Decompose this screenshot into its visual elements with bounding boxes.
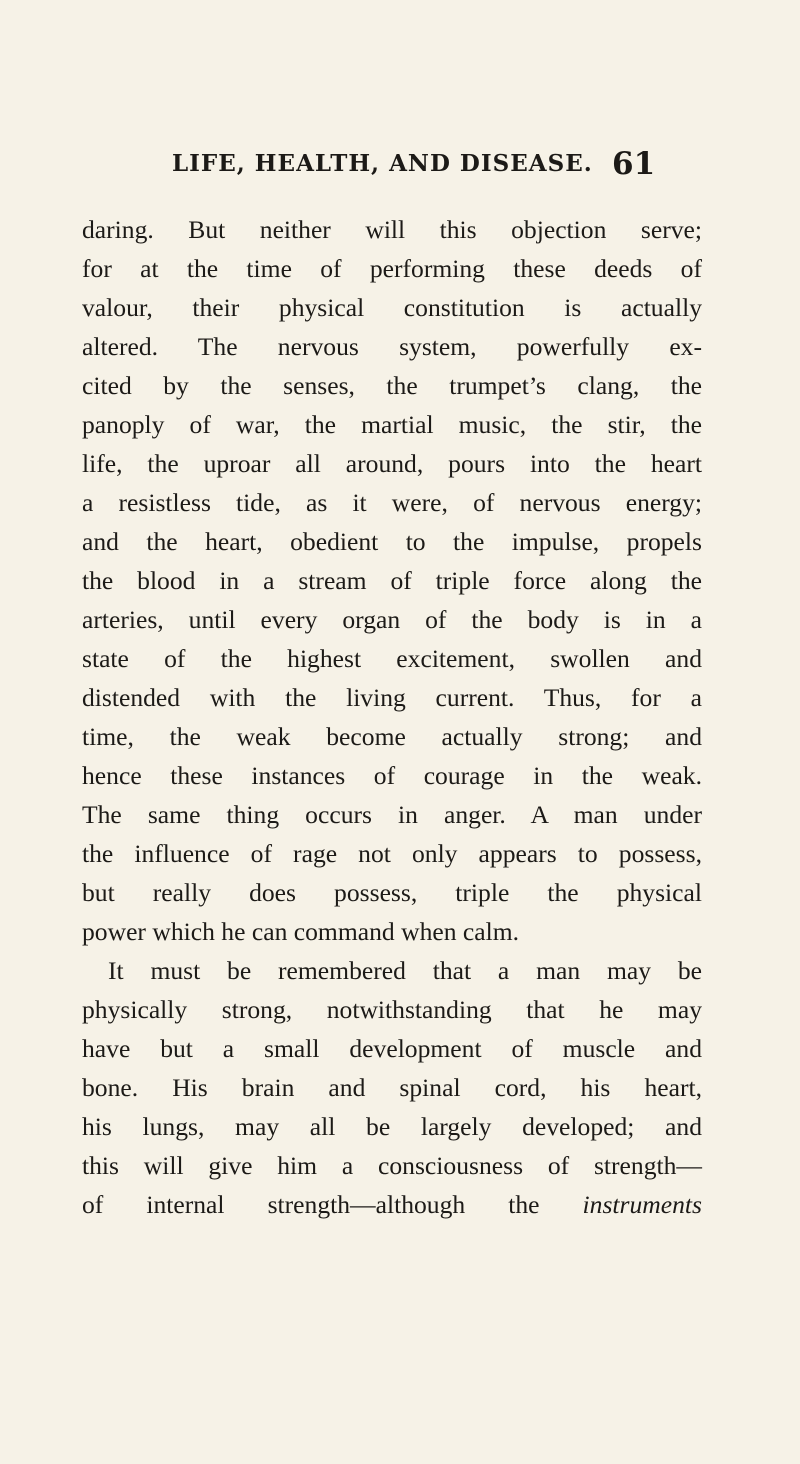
paragraph-start-line: It must be remembered that a man may be (108, 956, 702, 985)
text-line: valour, their physical constitution is actually (82, 293, 702, 322)
text-line: and the heart, obedient to the impulse, propels (82, 527, 702, 556)
text-line: his lungs, may all be largely developed; and (82, 1112, 702, 1141)
italic-word: instruments (582, 1190, 702, 1219)
text-line: have but a small development of muscle and (82, 1034, 702, 1063)
text-line: arteries, until every organ of the body is in a (82, 605, 702, 634)
paragraph-end-line: power which he can command when calm. (82, 917, 520, 946)
text-line-final-roman: of internal strength—although the (82, 1190, 540, 1219)
text-line: a resistless tide, as it were, of nervous energy; (82, 488, 702, 517)
text-line: altered. The nervous system, powerfully ex- (82, 332, 702, 361)
running-title: LIFE, HEALTH, AND DISEASE. (172, 150, 593, 177)
text-line: physically strong, notwithstanding that he may (82, 995, 702, 1024)
text-line: the influence of rage not only appears to possess, (82, 839, 702, 868)
text-line: The same thing occurs in anger. A man under (82, 800, 702, 829)
text-line: hence these instances of courage in the weak. (82, 761, 702, 790)
body-text (82, 210, 702, 1224)
text-line-final (82, 1185, 702, 1224)
text-line: daring. But neither will this objection serve; (82, 215, 702, 244)
page-number: 61 (612, 146, 656, 182)
text-line: this will give him a consciousness of strength— (82, 1151, 702, 1180)
text-line: distended with the living current. Thus, for a (82, 683, 702, 712)
text-line: panoply of war, the martial music, the stir, the (82, 410, 702, 439)
page-header (0, 146, 800, 186)
text-line: cited by the senses, the trumpet’s clang, the (82, 371, 702, 400)
text-line: bone. His brain and spinal cord, his heart, (82, 1073, 702, 1102)
text-line: for at the time of performing these deeds of (82, 254, 702, 283)
text-line: time, the weak become actually strong; and (82, 722, 702, 751)
text-line: but really does possess, triple the physical (82, 878, 702, 907)
text-line: state of the highest excitement, swollen and (82, 644, 702, 673)
text-line: life, the uproar all around, pours into the heart (82, 449, 702, 478)
text-line: the blood in a stream of triple force along the (82, 566, 702, 595)
